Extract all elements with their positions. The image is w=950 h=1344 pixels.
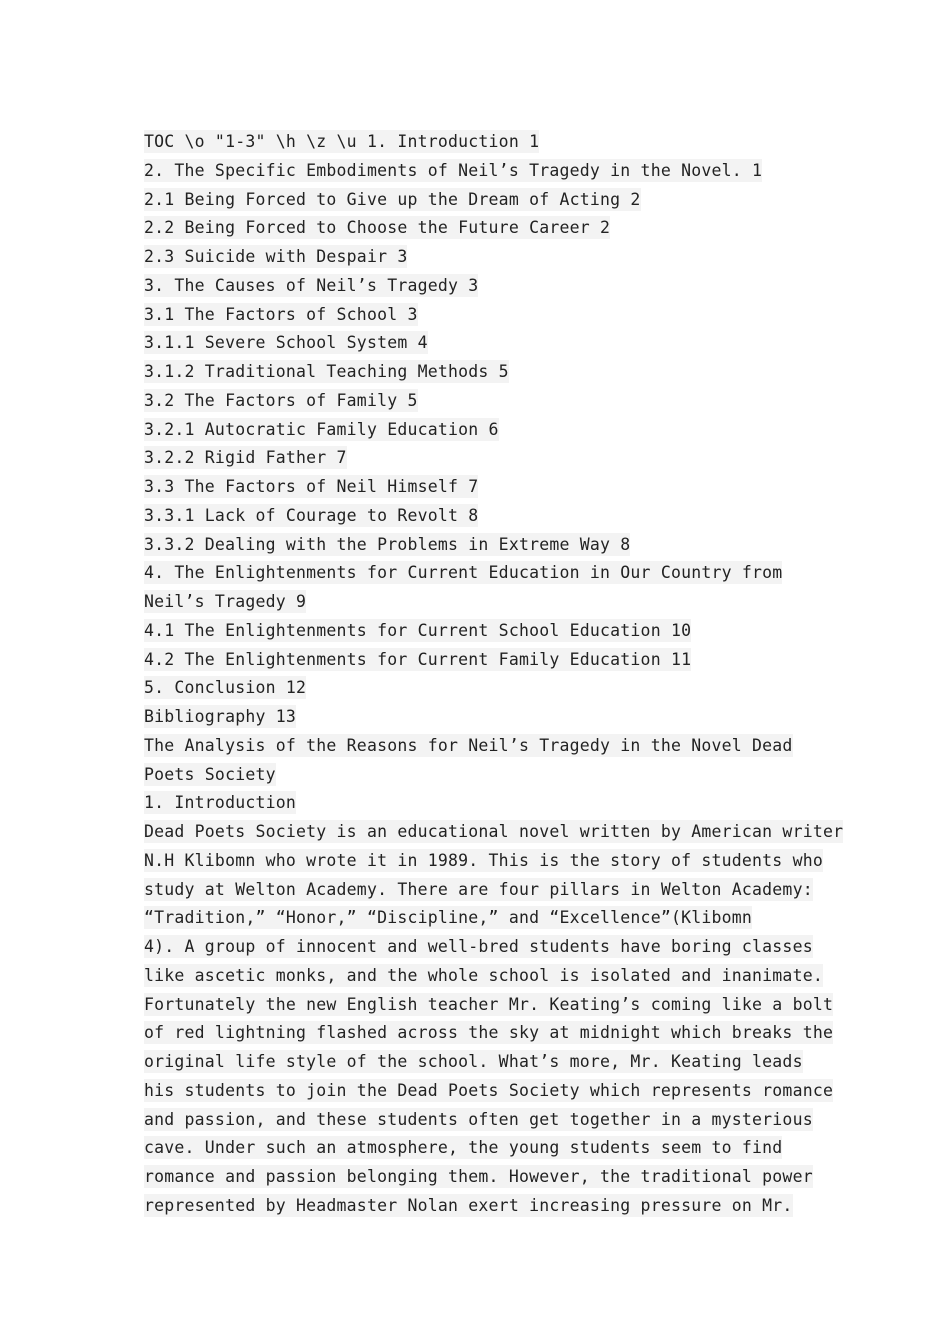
toc-line: [144, 387, 824, 416]
text-line: Poets Society: [144, 764, 276, 784]
body-line: [144, 1134, 824, 1163]
body-line: [144, 1077, 834, 1106]
text-line: 3.2 The Factors of Family 5: [144, 390, 418, 410]
body-line: [144, 962, 824, 991]
text-line: 3.1.1 Severe School System 4: [144, 333, 428, 353]
toc-line: [144, 646, 824, 675]
toc-line: [144, 559, 824, 588]
text-line: 2. The Specific Embodiments of Neil’s Tragedy in the Novel. 1: [144, 160, 763, 180]
body-line: [144, 1019, 834, 1048]
text-line: 2.2 Being Forced to Choose the Future Career 2: [144, 218, 611, 238]
body-line: [144, 876, 824, 905]
heading-line: [144, 789, 824, 818]
title-line: [144, 732, 824, 761]
toc-line: [144, 272, 824, 301]
text-line: his students to join the Dead Poets Society which represents romance: [144, 1080, 834, 1100]
toc-line: [144, 358, 824, 387]
toc-line: [144, 214, 824, 243]
text-line: and passion, and these students often get together in a mysterious: [144, 1109, 813, 1129]
text-line: The Analysis of the Reasons for Neil’s Tragedy in the Novel Dead: [144, 735, 793, 755]
toc-line: [144, 444, 824, 473]
text-line: Dead Poets Society is an educational novel written by American writer: [144, 822, 844, 841]
text-line: 3.2.1 Autocratic Family Education 6: [144, 419, 499, 439]
text-line: Fortunately the new English teacher Mr. Keating’s coming like a bolt: [144, 994, 834, 1014]
text-line: 4). A group of innocent and well-bred students have boring classes: [144, 937, 813, 956]
toc-line: [144, 531, 824, 560]
body-line: [144, 991, 834, 1020]
body-line: [144, 1048, 824, 1077]
body-line: [144, 1163, 824, 1192]
text-line: 3.3 The Factors of Neil Himself 7: [144, 477, 479, 496]
text-line: Neil’s Tragedy 9: [144, 592, 307, 611]
toc-line: [144, 186, 824, 215]
toc-line: [144, 473, 824, 502]
body-line: [144, 1192, 824, 1221]
text-line: 1. Introduction: [144, 793, 297, 813]
title-line: [144, 761, 824, 790]
text-line: TOC \o "1-3" \h \z \u 1. Introduction 1: [144, 132, 540, 151]
text-line: represented by Headmaster Nolan exert increasing pressure on Mr.: [144, 1195, 793, 1215]
text-line: 3.1.2 Traditional Teaching Methods 5: [144, 362, 509, 381]
text-line: Bibliography 13: [144, 707, 297, 726]
text-line: 4.2 The Enlightenments for Current Family Education 11: [144, 649, 692, 669]
body-line: [144, 1106, 824, 1135]
text-line: 4.1 The Enlightenments for Current School Education 10: [144, 620, 692, 640]
text-line: 3. The Causes of Neil’s Tragedy 3: [144, 275, 479, 295]
text-line: 2.1 Being Forced to Give up the Dream of Acting 2: [144, 189, 641, 209]
text-line: like ascetic monks, and the whole school is isolated and inanimate.: [144, 965, 823, 985]
text-line: cave. Under such an atmosphere, the young students seem to find: [144, 1138, 783, 1158]
toc-line: [144, 703, 824, 732]
text-line: original life style of the school. What’s more, Mr. Keating leads: [144, 1052, 803, 1071]
text-line: 4. The Enlightenments for Current Education in Our Country from: [144, 563, 783, 583]
text-line: study at Welton Academy. There are four pillars in Welton Academy:: [144, 879, 813, 899]
text-line: 3.2.2 Rigid Father 7: [144, 448, 347, 468]
document-page: [144, 128, 844, 1221]
toc-line: [144, 502, 824, 531]
text-line: 3.3.1 Lack of Courage to Revolt 8: [144, 505, 479, 525]
text-line: 3.1 The Factors of School 3: [144, 304, 418, 324]
toc-line: [144, 329, 824, 358]
toc-line: [144, 243, 824, 272]
text-line: of red lightning flashed across the sky at midnight which breaks the: [144, 1023, 834, 1043]
text-line: 2.3 Suicide with Despair 3: [144, 247, 408, 266]
body-line: [144, 933, 824, 962]
text-line: N.H Klibomn who wrote it in 1989. This is the story of students who: [144, 850, 823, 870]
toc-line: [144, 416, 824, 445]
body-line: [144, 818, 844, 847]
text-line: 3.3.2 Dealing with the Problems in Extreme Way 8: [144, 534, 631, 554]
toc-line: [144, 157, 824, 186]
body-line: [144, 847, 824, 876]
text-line: 5. Conclusion 12: [144, 678, 307, 698]
toc-line: [144, 301, 824, 330]
toc-line: [144, 128, 824, 157]
text-line: romance and passion belonging them. However, the traditional power: [144, 1167, 813, 1186]
toc-line: [144, 674, 824, 703]
text-line: “Tradition,” “Honor,” “Discipline,” and “Excellence”(Klibomn: [144, 908, 753, 928]
toc-line: [144, 588, 824, 617]
toc-line: [144, 617, 824, 646]
body-line: [144, 904, 824, 933]
